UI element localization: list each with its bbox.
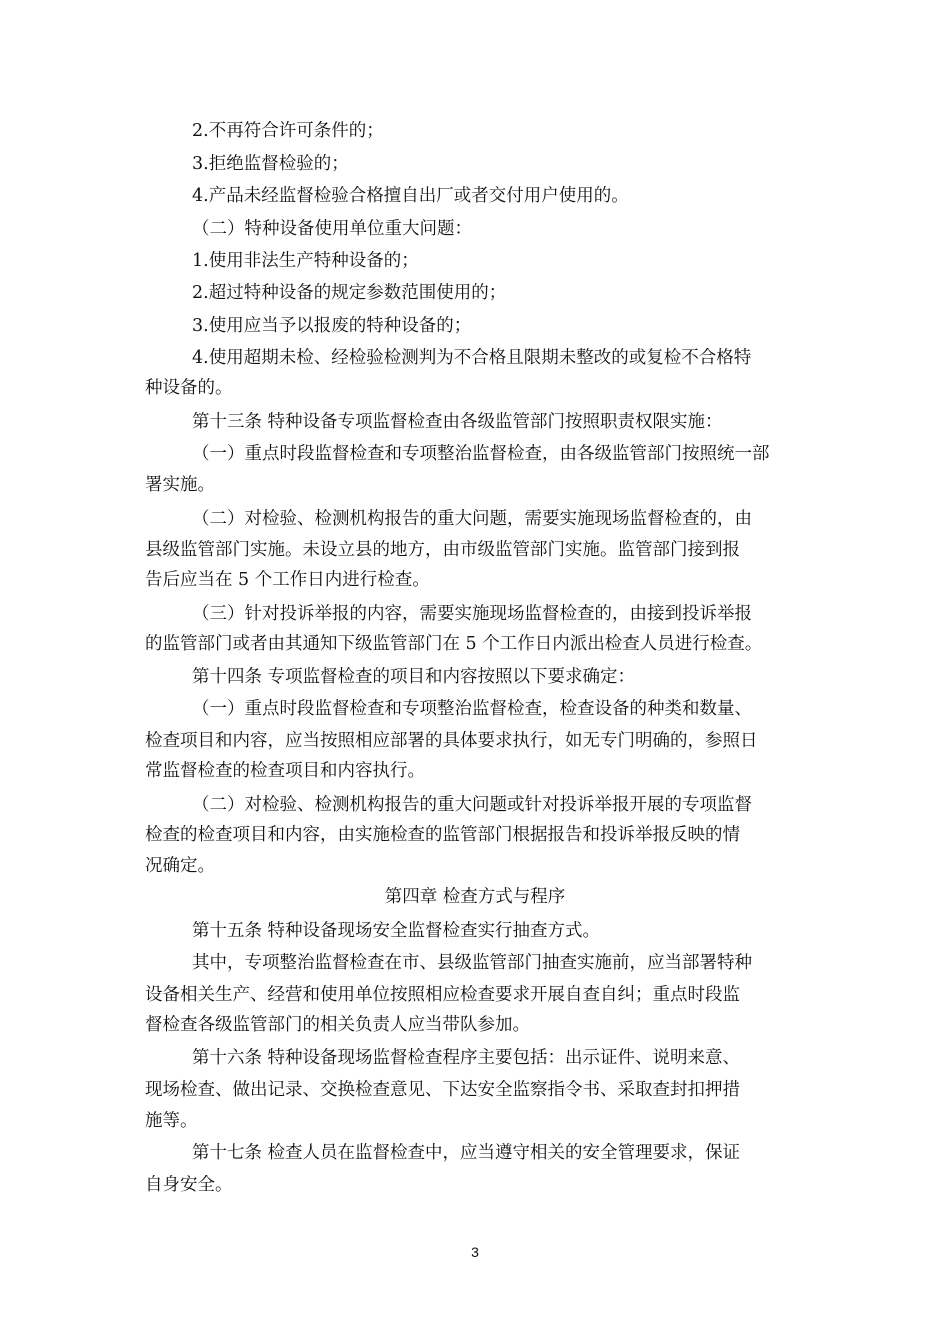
text-line: 2.不再符合许可条件的； — [192, 121, 384, 141]
text-line: 常监督检查的检查项目和内容执行。 — [145, 761, 425, 781]
text-line: （三）针对投诉举报的内容，需要实施现场监督检查的，由接到投诉举报 — [192, 604, 752, 624]
text-line: 2.超过特种设备的规定参数范围使用的； — [192, 283, 507, 303]
text-line: （二）对检验、检测机构报告的重大问题或针对投诉举报开展的专项监督 — [192, 795, 752, 815]
text-line: 督检查各级监管部门的相关负责人应当带队参加。 — [145, 1015, 530, 1035]
chapter-heading: 第四章 检查方式与程序 — [384, 887, 566, 907]
text-line: 3.拒绝监督检验的； — [192, 154, 349, 174]
text-line: 设备相关生产、经营和使用单位按照相应检查要求开展自查自纠；重点时段监 — [145, 985, 740, 1005]
page-number: 3 — [471, 1244, 479, 1260]
text-line: （二）特种设备使用单位重大问题： — [192, 219, 472, 239]
text-line: 第十七条 检查人员在监督检查中，应当遵守相关的安全管理要求，保证 — [192, 1143, 741, 1163]
text-line: 现场检查、做出记录、交换检查意见、下达安全监察指令书、采取查封扣押措 — [145, 1080, 740, 1100]
text-line: 署实施。 — [145, 475, 215, 495]
text-line: 施等。 — [145, 1111, 198, 1131]
text-line: （二）对检验、检测机构报告的重大问题，需要实施现场监督检查的，由 — [192, 509, 752, 529]
text-line: 县级监管部门实施。未设立县的地方，由市级监管部门实施。监管部门接到报 — [145, 540, 740, 560]
text-line: 第十三条 特种设备专项监督检查由各级监管部门按照职责权限实施： — [192, 412, 723, 432]
text-line: （一）重点时段监督检查和专项整治监督检查，检查设备的种类和数量、 — [192, 699, 752, 719]
text-line: 告后应当在 5 个工作日内进行检查。 — [145, 570, 430, 590]
text-line: 第十六条 特种设备现场监督检查程序主要包括：出示证件、说明来意、 — [192, 1048, 741, 1068]
text-line: 第十四条 专项监督检查的项目和内容按照以下要求确定： — [192, 667, 636, 687]
text-line: 检查的检查项目和内容，由实施检查的监管部门根据报告和投诉举报反映的情 — [145, 825, 740, 845]
text-line: （一）重点时段监督检查和专项整治监督检查，由各级监管部门按照统一部 — [192, 444, 770, 464]
text-line: 种设备的。 — [145, 378, 233, 398]
text-line: 第十五条 特种设备现场安全监督检查实行抽查方式。 — [192, 921, 601, 941]
text-line: 况确定。 — [145, 856, 215, 876]
text-line: 其中，专项整治监督检查在市、县级监管部门抽查实施前，应当部署特种 — [192, 953, 752, 973]
text-line: 自身安全。 — [145, 1175, 233, 1195]
text-line: 检查项目和内容，应当按照相应部署的具体要求执行，如无专门明确的，参照日 — [145, 731, 758, 751]
text-line: 3.使用应当予以报废的特种设备的； — [192, 316, 472, 336]
text-line: 1.使用非法生产特种设备的； — [192, 251, 419, 271]
text-line: 的监管部门或者由其通知下级监管部门在 5 个工作日内派出检查人员进行检查。 — [145, 634, 763, 654]
text-line: 4.使用超期未检、经检验检测判为不合格且限期未整改的或复检不合格特 — [192, 348, 752, 368]
text-line: 4.产品未经监督检验合格擅自出厂或者交付用户使用的。 — [192, 186, 629, 206]
